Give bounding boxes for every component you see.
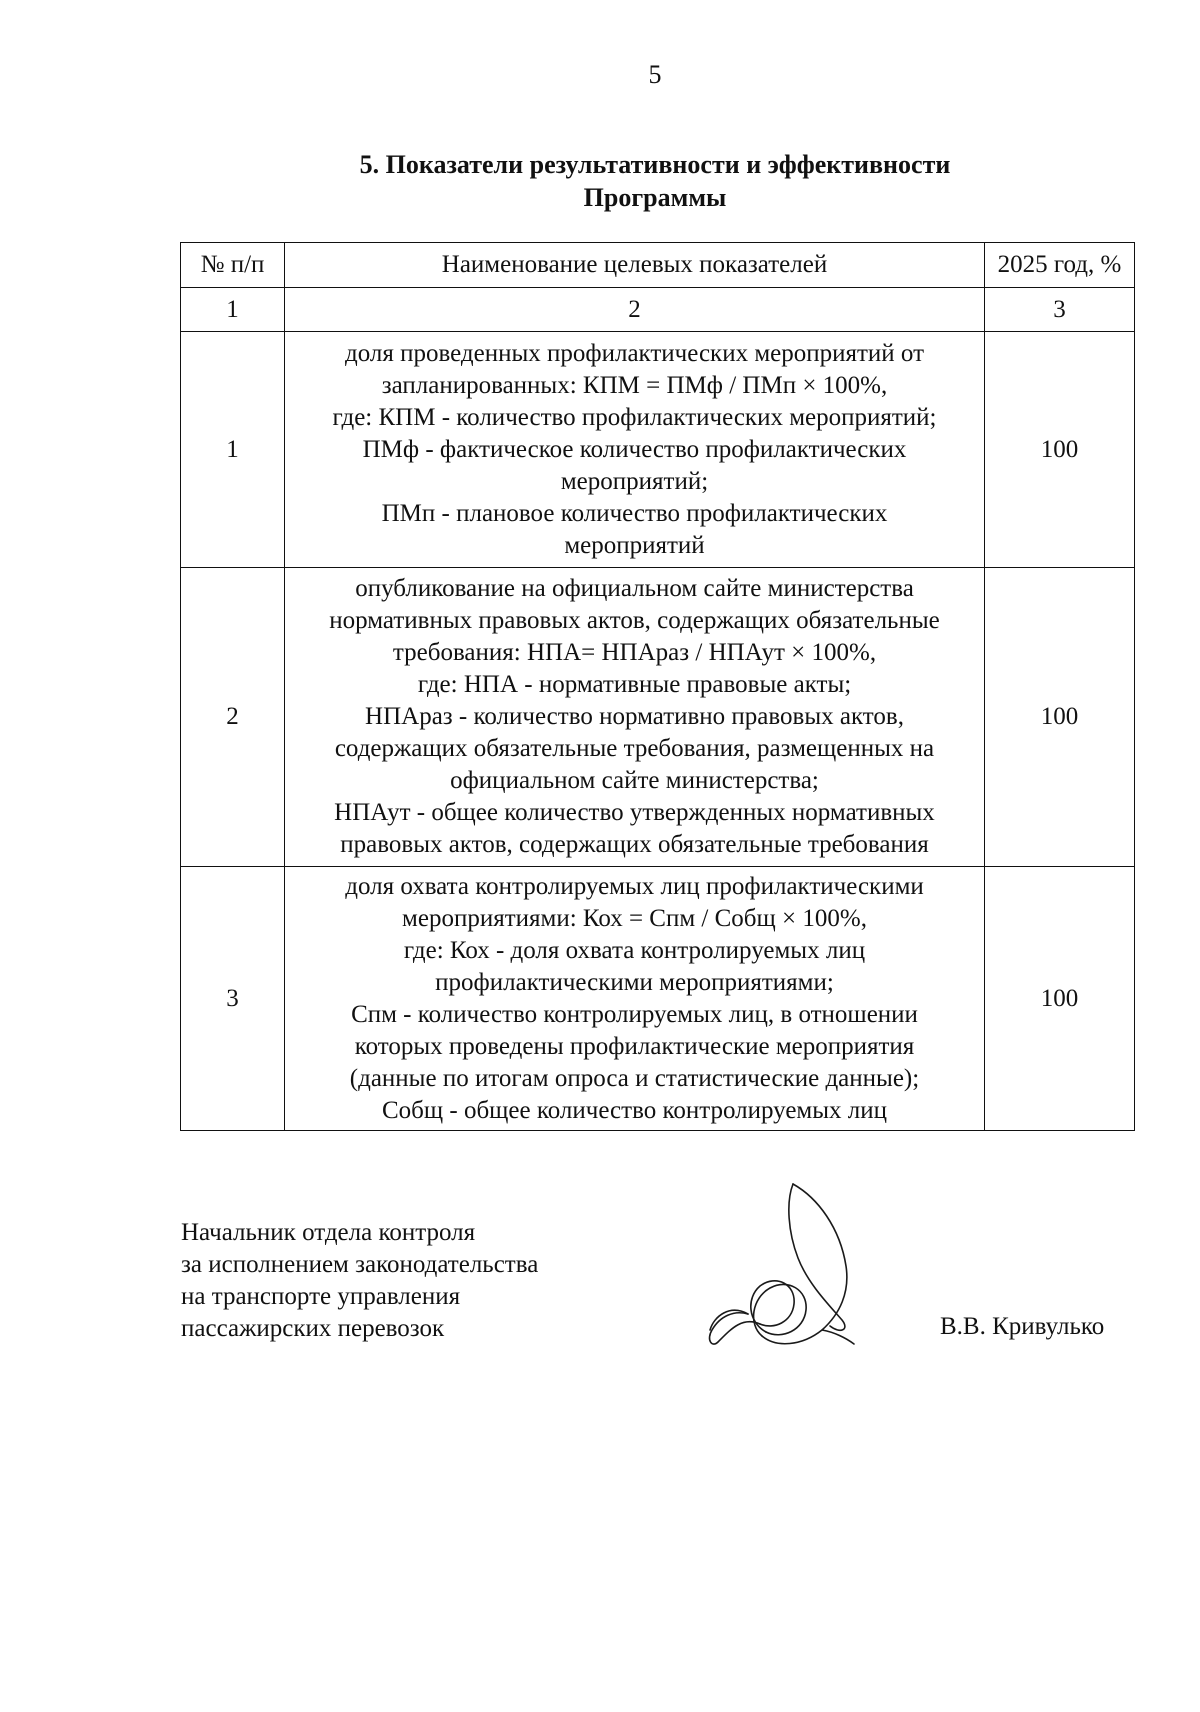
indicator-description bbox=[285, 568, 985, 867]
signer-position bbox=[181, 1217, 538, 1345]
indicators-table bbox=[180, 242, 1135, 1131]
table-row bbox=[181, 867, 1135, 1131]
signer-name: В.В. Кривулько bbox=[940, 1313, 1105, 1340]
description-line: нормативных правовых актов, содержащих обязательные bbox=[329, 607, 940, 634]
indicator-description bbox=[285, 332, 985, 568]
target-value: 100 bbox=[985, 568, 1135, 867]
row-number: 1 bbox=[181, 332, 285, 568]
section-title-line-2: Программы bbox=[583, 183, 727, 212]
indicator-description bbox=[285, 867, 985, 1131]
description-line: профилактическими мероприятиями; bbox=[435, 968, 834, 996]
signer-position-line: на транспорте управления bbox=[181, 1283, 461, 1310]
description-line: запланированных: КПМ = ПМф / ПМп × 100%, bbox=[381, 371, 888, 399]
description-line: Спм - количество контролируемых лиц, в отношении bbox=[351, 1000, 918, 1028]
handwritten-signature-icon bbox=[690, 1180, 890, 1380]
description-line: ПМп - плановое количество профилактических bbox=[381, 499, 888, 527]
description-line: (данные по итогам опроса и статистические данные); bbox=[349, 1064, 920, 1092]
description-line: которых проведены профилактические мероприятия bbox=[354, 1032, 915, 1060]
column-numbering-row bbox=[181, 288, 1135, 332]
signer-position-line: пассажирских перевозок bbox=[181, 1315, 445, 1342]
description-line: мероприятий; bbox=[560, 467, 709, 495]
description-line: требования: НПА= НПАраз / НПАут × 100%, bbox=[392, 639, 877, 666]
description-line: официальном сайте министерства; bbox=[450, 767, 819, 794]
table-header-row bbox=[181, 243, 1135, 288]
description-line: правовых актов, содержащих обязательные требования bbox=[340, 831, 929, 858]
description-line: ПМф - фактическое количество профилактических bbox=[362, 435, 907, 463]
description-line: Собщ - общее количество контролируемых лиц bbox=[381, 1096, 888, 1124]
row-number: 3 bbox=[181, 867, 285, 1131]
target-value: 100 bbox=[985, 867, 1135, 1131]
section-title-line-1: 5. Показатели результативности и эффективности bbox=[359, 150, 951, 179]
column-number-3: 3 bbox=[985, 288, 1135, 332]
header-number: № п/п bbox=[181, 243, 285, 288]
description-line: мероприятий bbox=[564, 531, 705, 559]
table-row bbox=[181, 332, 1135, 568]
description-line: доля проведенных профилактических мероприятий от bbox=[344, 339, 925, 367]
column-number-2: 2 bbox=[285, 288, 985, 332]
table-row bbox=[181, 568, 1135, 867]
header-year-percent: 2025 год, % bbox=[985, 243, 1135, 288]
description-line: содержащих обязательные требования, размещенных на bbox=[334, 735, 935, 762]
target-value: 100 bbox=[985, 332, 1135, 568]
description-line: мероприятиями: Кох = Спм / Собщ × 100%, bbox=[402, 904, 867, 932]
description-line: НПАраз - количество нормативно правовых актов, bbox=[365, 703, 904, 730]
signer-position-line: Начальник отдела контроля bbox=[181, 1219, 476, 1246]
description-line: НПАут - общее количество утвержденных нормативных bbox=[334, 799, 935, 826]
signer-position-line: за исполнением законодательства bbox=[181, 1251, 539, 1278]
description-line: где: Кох - доля охвата контролируемых лиц bbox=[403, 936, 866, 964]
section-title bbox=[0, 148, 1200, 214]
description-line: доля охвата контролируемых лиц профилактическими bbox=[345, 872, 924, 900]
column-number-1: 1 bbox=[181, 288, 285, 332]
description-line: где: НПА - нормативные правовые акты; bbox=[417, 671, 852, 698]
row-number: 2 bbox=[181, 568, 285, 867]
header-indicator-name: Наименование целевых показателей bbox=[285, 243, 985, 288]
description-line: где: КПМ - количество профилактических мероприятий; bbox=[332, 403, 937, 431]
page-number: 5 bbox=[648, 60, 662, 89]
description-line: опубликование на официальном сайте министерства bbox=[355, 575, 914, 602]
